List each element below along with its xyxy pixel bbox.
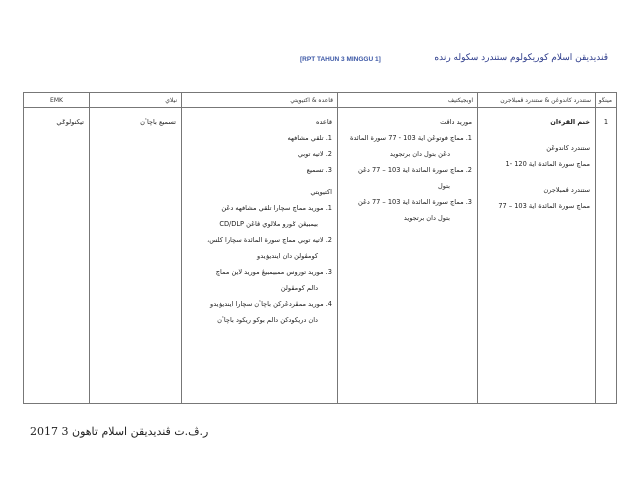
header-nilai: نيلاي (90, 93, 182, 108)
sp-text: مماچ سورة المائدة اية 103 – 77 (498, 202, 590, 210)
header-objektif: اوبجيکتيف (338, 93, 478, 108)
lesson-plan-table (23, 92, 617, 404)
header-standard: ستندرد کاندوڠن & ستندرد ڤمبلاجرن (478, 93, 596, 108)
cell-nilai (90, 108, 182, 404)
emk-text: تيکنولوݢي (56, 118, 84, 126)
rpt-label: [RPT TAHUN 3 MINGGU 1] (300, 56, 381, 63)
aktiviti-item: 4. موريد ممڤردڠرکن باچاٴن سچارا اينديۏيدو (210, 300, 332, 308)
header-minggu: مينڬو (596, 93, 617, 108)
kaedah-method: 1. تلقي مشافهه (287, 134, 332, 142)
aktiviti-item: دان دريکودکن دالم بوکو ريکود باچاٴن (217, 316, 318, 324)
aktiviti-item: کومڤولن دان اينديۏيدو (257, 252, 318, 260)
aktiviti-item: 3. موريد توروس ممبيمبيڠ موريد لاين مماچ (215, 268, 332, 276)
aktiviti-item: بيمبيڠن ݢورو ملالوي ڤاڠن CD/DLP (219, 220, 318, 228)
cell-minggu: 1 (596, 108, 617, 404)
objektif-item: بتول دان برتجويد (403, 214, 450, 222)
cell-objektif (338, 108, 478, 404)
cell-standard (478, 108, 596, 404)
aktiviti-label: اکتيويتي (310, 188, 332, 196)
aktiviti-item: دالم کومڤولن (280, 284, 318, 292)
sk-text: مماچ سورة المائدة اية 120 -1 (505, 160, 590, 168)
kaedah-method: 2. لاتيه توبي (297, 150, 332, 158)
kaedah-method: 3. تسميع (306, 166, 332, 174)
document-title: ڤنديديقن اسلام کوريکولوم ستندرد سکوله رنده (434, 53, 608, 63)
cell-emk (24, 108, 90, 404)
footer-text: ر.ڤ.ت ڤنديديقن اسلام تاهون 3 2017 (30, 425, 209, 438)
objektif-item: دڠن بتول دان برتجويد (389, 150, 450, 158)
objektif-item: 3. مماچ سورة المائدة اية 103 – 77 دڠن (357, 198, 472, 206)
standard-title: خنم القرءان (550, 118, 590, 126)
objektif-intro: موريد داڤت (440, 118, 472, 126)
aktiviti-item: 1. موريد مماچ سچارا تلقي مشافهه دڠن (221, 204, 332, 212)
cell-kaedah (182, 108, 338, 404)
sp-label: ستندرد ڤمبلاجرن (543, 186, 590, 194)
objektif-item: 2. مماچ سورة المائدة اية 103 – 77 دڠن (357, 166, 472, 174)
sk-label: ستندرد کاندوڠن (546, 144, 590, 152)
nilai-text: تسميع باچاٴن (140, 118, 176, 126)
table-header-row (24, 93, 617, 108)
aktiviti-item: 2. لاتيه توبي مماچ سورة المائدة سچارا کلس، (207, 236, 332, 244)
objektif-item: 1. مماچ فوتوڠن اية 103 - 77 سورة المائدة (350, 134, 472, 142)
kaedah-label: قاعده (315, 118, 332, 126)
header-emk: EMK (24, 93, 90, 108)
header-kaedah: قاعده & اکتيويتي (182, 93, 338, 108)
table-row (24, 108, 617, 404)
objektif-item: بتول (437, 182, 450, 190)
rpt-header (300, 56, 381, 63)
